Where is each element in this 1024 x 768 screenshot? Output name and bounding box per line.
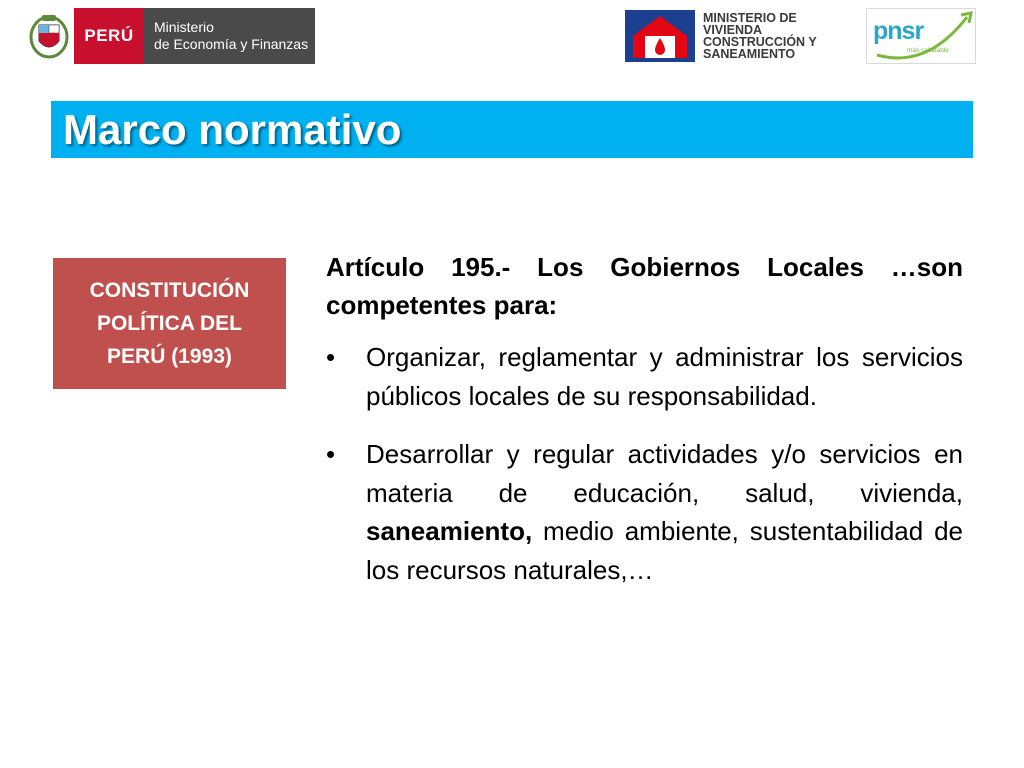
- mvcs-line: VIVIENDA: [703, 23, 763, 37]
- pnsr-wordmark: pnsr: [873, 17, 924, 45]
- pnsr-logo: [866, 8, 976, 64]
- house-water-drop-icon: [625, 10, 695, 62]
- title-bar: [51, 101, 973, 158]
- constitution-box: [53, 258, 286, 389]
- bullet-mark: •: [326, 342, 336, 372]
- bullet-text-before: Desarrollar y regular actividades y/o servicios en materia de educación, salud, vivienda,: [366, 439, 963, 508]
- bullet-text-after: medio ambiente, sustentabilidad de los recursos naturales,…: [366, 516, 963, 585]
- constitution-line-1: CONSTITUCIÓN: [89, 279, 250, 302]
- bullet-mark: •: [326, 439, 336, 469]
- peru-label: PERÚ: [74, 8, 144, 64]
- list-item: [326, 338, 963, 415]
- mvcs-line: SANEAMIENTO: [703, 47, 796, 61]
- bullet-text: Organizar, reglamentar y administrar los servicios públicos locales de su responsabilidad.: [366, 342, 963, 411]
- bullet-list: [326, 338, 963, 589]
- constitution-line-3: PERÚ (1993): [107, 345, 232, 368]
- mvcs-logo: [625, 8, 855, 64]
- mvcs-text: [703, 12, 817, 60]
- ministry-line-2: de Economía y Finanzas: [154, 36, 309, 52]
- bullet-text-bold: saneamiento,: [366, 516, 533, 546]
- mvcs-line: CONSTRUCCIÓN Y: [703, 35, 817, 49]
- list-item: [326, 435, 963, 589]
- ministry-name: [144, 8, 315, 64]
- ministry-line-1: Ministerio: [154, 19, 214, 35]
- mvcs-line: MINISTERIO DE: [703, 11, 797, 25]
- article-heading: Artículo 195.- Los Gobiernos Locales …son competentes para:: [326, 252, 963, 320]
- mef-logo: [24, 8, 315, 64]
- peru-coat-of-arms-icon: [24, 8, 74, 64]
- constitution-line-2: POLÍTICA DEL: [96, 312, 243, 335]
- article-content: [326, 248, 963, 609]
- pnsr-tagline: más saludable: [907, 47, 949, 54]
- slide-title: Marco normativo: [63, 105, 402, 153]
